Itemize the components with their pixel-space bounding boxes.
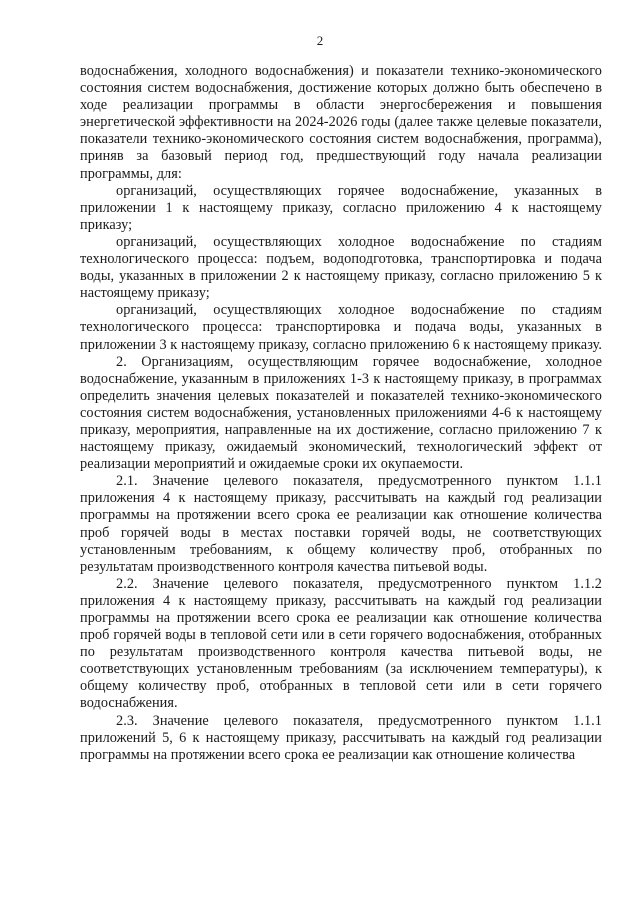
page-number: 2 [316,33,324,48]
paragraph-intro-continuation: водоснабжения, холодного водоснабжения) и показатели технико-экономического состояния систем водоснабжения, достижение которых должно быть обеспечено в ходе реализации программы в области энергосбережения и повышения энергетической эффективности на 2024-2026 годы (далее также целевые показатели, показатели технико-экономического состояния систем водоснабжения, программа), приняв за базовый период год, предшествующий году начала реализации программы, для: [80,63,602,182]
paragraph-item-2-2: 2.2. Значение целевого показателя, предусмотренного пунктом 1.1.2 приложения 4 к настоящему приказу, рассчитывать на каждый год реализации программы на протяжении всего срока ее реализации как отношение количества проб горячей воды в тепловой сети или в сети горячего водоснабжения, отобранных по результатам производственного контроля качества питьевой воды, не соответствующих установленным требованиям (за исключением температуры), к общему количеству проб, отобранных в тепловой сети или в сети горячего водоснабжения. [80,575,602,712]
paragraph-item-2: 2. Организациям, осуществляющим горячее водоснабжение, холодное водоснабжение, указанным в приложениях 1-3 к настоящему приказу, в программах определить значения целевых показателей и показателей технико-экономического состояния систем водоснабжения, установленных приложениями 4-6 к настоящему приказу, мероприятия, направленные на их достижение, согласно приложению 7 к настоящему приказу, ожидаемый экономический, технологический эффект от реализации мероприятий и ожидаемые сроки их окупаемости. [80,353,602,473]
paragraph-cold-water-full-orgs: организаций, осуществляющих холодное водоснабжение по стадиям технологического процесса: подъем, водоподготовка, транспортировка и подача воды, указанных в приложении 2 к настоящему приказу, согласно приложению 5 к настоящему приказу; [80,233,602,302]
paragraph-item-2-3: 2.3. Значение целевого показателя, предусмотренного пунктом 1.1.1 приложений 5, 6 к настоящему приказу, рассчитывать на каждый год реализации программы на протяжении всего срока ее реализации как отношение количества [80,712,602,763]
paragraph-hot-water-orgs: организаций, осуществляющих горячее водоснабжение, указанных в приложении 1 к настоящему приказу, согласно приложению 4 к настоящему приказу; [80,182,602,233]
paragraph-item-2-1: 2.1. Значение целевого показателя, предусмотренного пунктом 1.1.1 приложения 4 к настоящему приказу, рассчитывать на каждый год реализации программы на протяжении всего срока ее реализации как отношение количества проб горячей воды в местах поставки горячей воды, не соответствующих установленным требованиям, к общему количеству проб, отобранных по результатам производственного контроля качества питьевой воды. [80,473,602,575]
paragraph-cold-water-transport-orgs: организаций, осуществляющих холодное водоснабжение по стадиям технологического процесса: транспортировка и подача воды, указанных в приложении 3 к настоящему приказу, согласно приложению 6 к настоящему приказу. [80,302,602,353]
document-body [80,63,602,764]
